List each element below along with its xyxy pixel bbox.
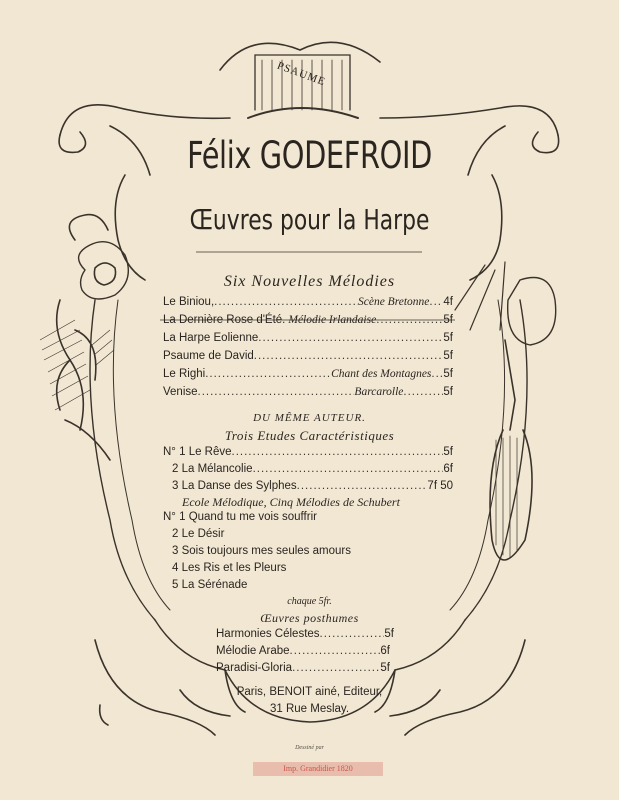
list-item: 2 Le Désir bbox=[172, 528, 225, 540]
item-title: Le Biniou, bbox=[163, 296, 215, 308]
item-title: N° 1 Le Rêve bbox=[163, 446, 232, 458]
item-title: Paradisi-Gloria bbox=[216, 662, 293, 674]
item-price: 7f 50 bbox=[427, 480, 453, 492]
item-price: 4f bbox=[443, 296, 453, 308]
section3-heading: Ecole Mélodique, Cinq Mélodies de Schubert bbox=[182, 495, 400, 509]
item-title: Harmonies Célestes bbox=[216, 628, 320, 640]
list-item: 4 Les Ris et les Pleurs bbox=[172, 562, 287, 574]
list-item bbox=[163, 314, 453, 328]
item-price: 6f bbox=[380, 645, 390, 657]
list-item bbox=[163, 368, 453, 382]
item-price: 6f bbox=[443, 463, 453, 475]
item-price: 5f bbox=[443, 368, 453, 380]
item-subtitle: Chant des Montagnes bbox=[331, 368, 432, 380]
item-price: 5f bbox=[443, 332, 453, 344]
list-item: N° 1 Quand tu me vois souffrir bbox=[163, 511, 317, 523]
item-title: 3 La Danse des Sylphes bbox=[172, 480, 297, 492]
item-subtitle: Scène Bretonne bbox=[357, 296, 430, 308]
item-title: Venise bbox=[163, 386, 198, 398]
section3-note: chaque 5fr. bbox=[287, 596, 332, 607]
list-item bbox=[163, 386, 453, 400]
item-title: Mélodie Arabe bbox=[216, 645, 290, 657]
item-price: 5f bbox=[380, 662, 390, 674]
list-item bbox=[216, 628, 394, 642]
publisher-line1: Paris, BENOIT ainé, Editeur, bbox=[236, 686, 383, 698]
list-item bbox=[216, 645, 390, 659]
list-item bbox=[163, 296, 453, 310]
printer-stamp bbox=[253, 762, 383, 776]
section2-heading: Trois Etudes Caractéristiques bbox=[224, 428, 395, 443]
section4-heading: Œuvres posthumes bbox=[260, 611, 359, 625]
publisher-line2: 31 Rue Meslay. bbox=[269, 703, 350, 715]
work-title: Œuvres pour la Harpe bbox=[189, 203, 430, 236]
list-item: 3 Sois toujours mes seules amours bbox=[172, 545, 351, 557]
item-subtitle: Mélodie Irlandaise bbox=[288, 314, 377, 326]
printer-stamp-text: Imp. Grandidier 1820 bbox=[283, 764, 353, 773]
by-same-author: DU MÊME AUTEUR. bbox=[253, 412, 366, 424]
list-item bbox=[172, 480, 453, 494]
item-price: 5f bbox=[443, 386, 453, 398]
composer-name: Félix GODEFROID bbox=[187, 134, 432, 177]
item-title: Le Righi bbox=[163, 368, 206, 380]
item-subtitle: Barcarolle bbox=[354, 386, 404, 398]
item-title: La Harpe Eolienne bbox=[163, 332, 259, 344]
item-price: 5f bbox=[443, 446, 453, 458]
list-item bbox=[163, 350, 453, 364]
item-title: Psaume de David bbox=[163, 350, 254, 362]
list-item bbox=[163, 446, 453, 460]
list-item bbox=[172, 463, 453, 477]
item-title: La Dernière Rose d'Été. bbox=[163, 314, 286, 326]
item-price: 5f bbox=[443, 314, 453, 326]
item-price: 5f bbox=[384, 628, 394, 640]
top-scroll bbox=[220, 42, 380, 70]
list-item: 5 La Sérénade bbox=[172, 579, 248, 591]
list-item bbox=[216, 662, 390, 676]
section1-heading: Six Nouvelles Mélodies bbox=[223, 273, 396, 290]
item-price: 5f bbox=[443, 350, 453, 362]
engraver-credit: Dessiné par bbox=[295, 745, 324, 751]
item-title: 2 La Mélancolie bbox=[172, 463, 253, 475]
psaume-ribbon-label: PSAUME bbox=[275, 59, 328, 89]
list-item bbox=[163, 332, 453, 346]
